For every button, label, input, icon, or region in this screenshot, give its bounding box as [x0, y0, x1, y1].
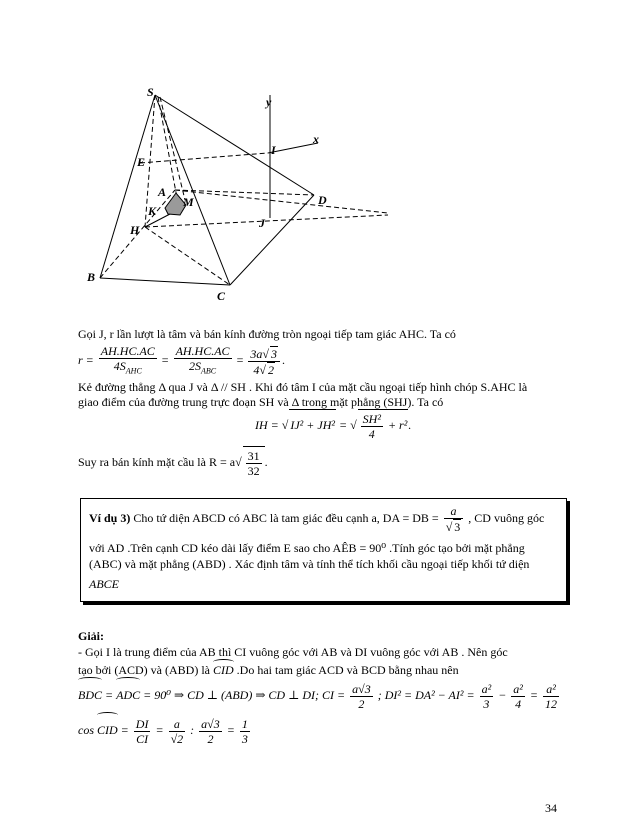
example-box — [80, 498, 567, 602]
solution-heading: Giải: — [78, 629, 104, 643]
text-line-4: giao điểm của đường trung trực đoạn SH và Δ trong mặt phẳng (SHJ). Ta có — [78, 395, 444, 409]
formula-ih: IH = √ IJ² + JH² = √ $\frac{\text{SH²}}{4}$ + r². — [255, 409, 411, 441]
label-y: y — [266, 95, 272, 109]
label-h: H — [130, 223, 140, 237]
label-e: E — [137, 155, 146, 169]
label-c: C — [217, 289, 226, 303]
label-m: M — [183, 195, 194, 209]
example-line-2: với AD .Trên cạnh CD kéo dài lấy điểm E sao cho AÊB = 90⁰ .Tính góc tạo bởi mặt phẳng — [89, 541, 525, 555]
geometry-figure — [0, 0, 638, 320]
example-line-3: (ABC) và mặt phẳng (ABD) . Xác định tâm và tính thể tích khối cầu ngoại tiếp khối tứ diện — [89, 557, 530, 571]
label-j: J — [259, 216, 265, 230]
solution-line-1: - Gọi I là trung điểm của AB thì CI vuông góc với AB và DI vuông góc với AB . Nên góc — [78, 645, 508, 659]
page-number: 34 — [545, 801, 557, 815]
label-d: D — [318, 193, 327, 207]
text-line-6: Suy ra bán kính mặt cầu là R = a√ $\frac{31}{32}$ . — [78, 446, 268, 478]
label-s: S — [147, 85, 154, 99]
solution-line-3: BDC = ADC = 90⁰ ⇒ CD ⊥ (ABD) ⇒ CD ⊥ DI; CI = $\frac{a√3}{2}$ ; DI² = DA² − AI² = $\frac{\text{a²}}{3}$ − $\frac{\text{a²}}{4}$ = $\frac{\text{a²}}{12}$ — [78, 681, 558, 711]
solution-line-2: tạo bởi (ACD) và (ABD) là CID .Do hai tam giác ACD và BCD bằng nhau nên — [78, 663, 459, 677]
example-line-4: ABCE — [89, 577, 119, 591]
example-line-1: Ví dụ 3) Cho tứ diện ABCD có ABC là tam giác đều cạnh a, DA = DB = $\frac{a}{√ 3}$ , CD vuông góc — [89, 504, 545, 535]
text-line-1: Gọi J, r lần lượt là tâm và bán kính đường tròn ngoại tiếp tam giác AHC. Ta có — [78, 327, 456, 341]
label-a: A — [158, 185, 167, 199]
solution-line-4: cos CID = $\frac{DI}{CI}$ = $\frac{a}{√2}$ : $\frac{a√3}{2}$ = $\frac{1}{3}$ — [78, 716, 248, 746]
label-k: K — [148, 204, 157, 218]
label-b: B — [87, 270, 96, 284]
formula-r: r = $\frac{AH.HC.AC}{4S_{AHC}}$ = $\frac{AH.HC.AC}{2S_{ABC}}$ = $\frac{3a√ 3}{4√ 2}$ . — [78, 344, 285, 377]
label-i: I — [271, 143, 276, 157]
label-x: x — [313, 132, 319, 146]
text-line-3: Kẻ đường thẳng Δ qua J và Δ // SH . Khi đó tâm I của mặt cầu ngoại tiếp hình chóp S.AHC là — [78, 380, 528, 394]
